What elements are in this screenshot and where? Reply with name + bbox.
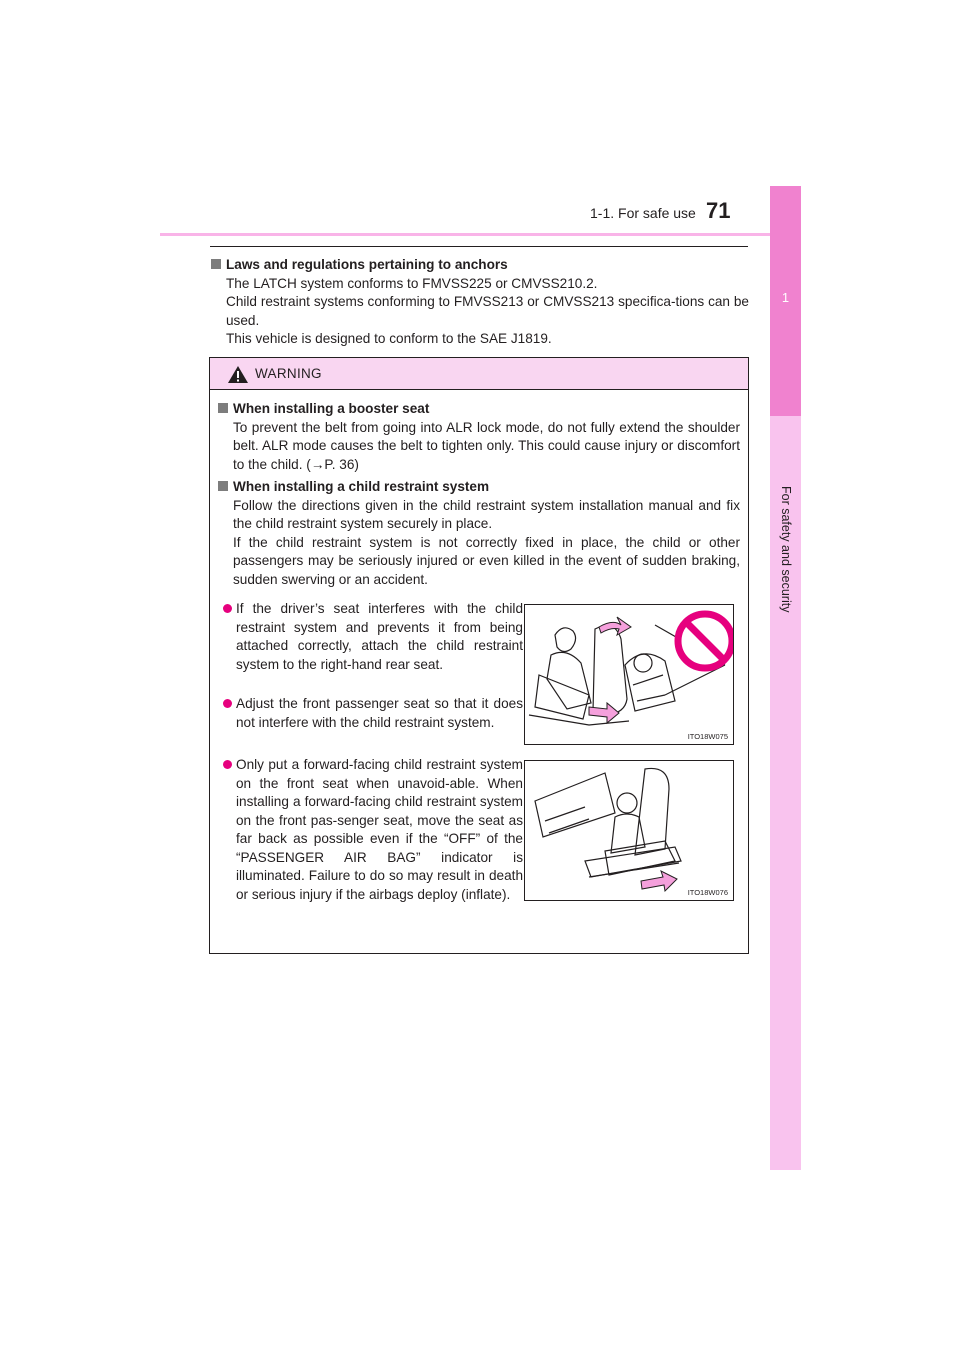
- child-restraint-heading-row: [218, 478, 740, 497]
- warning-label: WARNING: [255, 366, 322, 381]
- warning-body: [218, 400, 740, 589]
- laws-line: This vehicle is designed to conform to the SAE J1819.: [226, 331, 552, 346]
- figure-driver-seat-interference: [524, 604, 734, 745]
- bullet-dot-icon: [223, 699, 232, 708]
- booster-text: To prevent the belt from going into ALR lock mode, do not fully extend the shoulder belt. ALR mode causes the belt to tighten only. This could cause injury or discomfort to the child. (→P. 36): [233, 419, 740, 472]
- bullet-item: [223, 695, 523, 732]
- bullet-text: Adjust the front passenger seat so that it does not interfere with the child restraint system.: [236, 696, 523, 730]
- bullet-text: Only put a forward-facing child restraint system on the front seat when unavoid-able. When installing a forward-facing child restraint system on the front pas-senger seat, move the seat as far back as possible even if the “OFF” of the “PASSENGER AIR BAG” indicator is illuminated. Failure to do so may result in death or serious injury if the airbags deploy (inflate).: [236, 757, 523, 902]
- figure-code: ITO18W076: [687, 888, 728, 897]
- laws-heading: Laws and regulations pertaining to anchors: [226, 257, 508, 272]
- warning-box: [209, 357, 749, 954]
- laws-section: [211, 256, 749, 349]
- figure-front-passenger-seat: [524, 760, 734, 901]
- bullet-text: If the driver’s seat interferes with the child restraint system and prevents it from being attached correctly, attach the child restraint system to the right-hand rear seat.: [236, 601, 523, 672]
- laws-line: The LATCH system conforms to FMVSS225 or CMVSS210.2.: [226, 275, 598, 291]
- child-restraint-text: Follow the directions given in the child restraint system installation manual and fix the child restraint system securely in place.: [233, 497, 740, 531]
- child-restraint-heading: When installing a child restraint system: [233, 479, 490, 494]
- seat-interference-illustration: [525, 605, 733, 744]
- page-number: 71: [706, 198, 731, 223]
- chapter-side-tab: [770, 186, 801, 1170]
- laws-heading-row: [211, 256, 749, 275]
- laws-line: Child restraint systems conforming to FMVSS213 or CMVSS213 specifica-tions can be used.: [226, 294, 749, 328]
- laws-body: [211, 275, 749, 349]
- header-rule: [160, 233, 800, 236]
- warning-header: [210, 358, 748, 390]
- figure-code: ITO18W075: [687, 732, 728, 741]
- square-bullet-icon: [218, 403, 228, 413]
- section-header: 1-1. For safe use: [590, 205, 696, 221]
- square-bullet-icon: [211, 259, 221, 269]
- chapter-title: For safety and security: [779, 486, 793, 613]
- booster-heading-row: [218, 400, 740, 419]
- section-rule: [210, 246, 748, 247]
- bullet-dot-icon: [223, 604, 232, 613]
- front-seat-illustration: [525, 761, 733, 900]
- chapter-number-box: [770, 186, 801, 416]
- bullet-item: [223, 600, 523, 674]
- child-restraint-text: If the child restraint system is not correctly fixed in place, the child or other passengers may be seriously injured or even killed in the event of sudden braking, sudden swerving or an accident.: [233, 534, 740, 587]
- chapter-number: 1: [781, 290, 790, 305]
- bullet-item: [223, 756, 523, 904]
- booster-heading: When installing a booster seat: [233, 401, 430, 416]
- bullet-dot-icon: [223, 760, 232, 769]
- square-bullet-icon: [218, 481, 228, 491]
- warning-triangle-icon: [227, 365, 249, 384]
